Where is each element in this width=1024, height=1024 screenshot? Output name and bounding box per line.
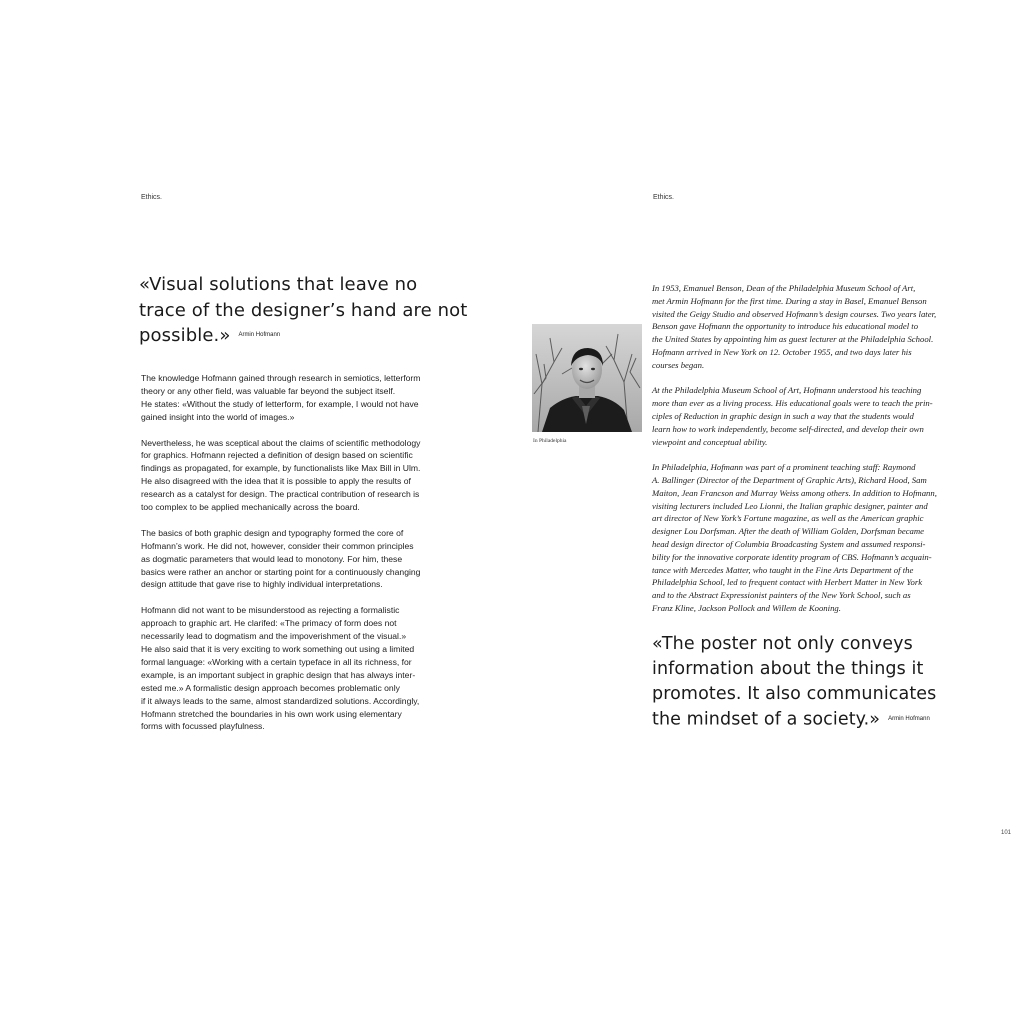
pull-quote-left [139,272,469,349]
paragraph: In Philadelphia, Hofmann was part of a prominent teaching staff: Raymond A. Ballinger (Director of the Department of Graphic Arts), Richard Hood, Sam Maiton, Jean Francson and Murray Weiss among others. In addition to Hofmann, visiting lecturers included Leo Lionni, the Italian graphic designer, painter and art director of New York’s Fortune magazine, as well as the American graphic designer Lou Dorfsman. After the death of William Golden, Dorfsman became head design director of Columbia Broadcasting System and assumed responsi- bility for the innovative corporate identity program of CBS. Hofmann’s acquain- tance with Mercedes Matter, who taught in the Fine Arts Department of the Philadelphia School, led to frequent contact with Herbert Matter in New York and to the Abstract Expressionist painters of the New York School, such as Franz Kline, Jackson Pollock and Willem de Kooning. [652,462,937,613]
right-body-text [652,282,984,628]
pull-quote-right [652,632,972,733]
paragraph: The basics of both graphic design and typography formed the core of Hofmann’s work. He did not, however, consider their common principles as dogmatic parameters that would lead to monotony. For him, these basics were rather an anchor or starting point for a continuously changing design attitude that gave rise to highly individual interpretations. [141,527,421,590]
portrait-photo-graphic [532,324,642,432]
portrait-photo [532,324,642,432]
photo-caption: In Philadelphia [533,438,567,444]
page-number: 101 [1001,830,1012,836]
paragraph: In 1953, Emanuel Benson, Dean of the Philadelphia Museum School of Art, met Armin Hofmann for the first time. During a stay in Basel, Emanuel Benson visited the Geigy Studio and observed Hofmann’s design courses. Two years later, Benson gave Hofmann the opportunity to introduce his educational model to the United States by appointing him as guest lecturer at the Philadelphia School. Hofmann arrived in New York on 12. October 1955, and two days later his courses began. [652,283,937,370]
pull-quote-left-text: «Visual solutions that leave no trace of the designer’s hand are not possible.» [139,274,468,346]
pull-quote-left-attribution: Armin Hofmann [238,332,281,339]
paragraph: Nevertheless, he was sceptical about the claims of scientific methodology for graphics. Hofmann rejected a definition of design based on scientific findings as propagated, for example, by functionalists like Max Bill in Ulm. He also disagreed with the idea that it is possible to apply the results of research as a catalyst for design. The practical contribution of research is too complex to be applied mechanically across the board. [141,437,421,513]
pull-quote-right-text: «The poster not only conveys information about the things it promotes. It also communicates the mindset of a society.» [652,634,937,730]
pull-quote-right-attribution: Armin Hofmann [888,716,930,722]
left-body-text [141,372,471,746]
running-head-right: Ethics. [653,194,675,201]
paragraph: Hofmann did not want to be misunderstood as rejecting a formalistic approach to graphic art. He clarifed: «The primacy of form does not necessarily lead to dogmatism and the impoverishment of the visual.» He also said that it is very exciting to work something out using a limited formal language: «Working with a certain typeface in all its richness, for example, is an important subject in graphic design that has always inter- ested me.» A formalistic design approach becomes problematic only if it always leads to the same, almost standardized solutions. Accordingly, Hofmann stretched the boundaries in his own work using elementary forms with focussed playfulness. [141,605,420,732]
paragraph: At the Philadelphia Museum School of Art, Hofmann understood his teaching more than ever as a living process. His educational goals were to teach the prin- ciples of Reduction in graphic design in such a way that the students would learn how to work independently, become self-directed, and develop their own viewpoint and conceptual ability. [652,385,933,447]
paragraph: The knowledge Hofmann gained through research in semiotics, letterform theory or any other field, was valuable far beyond the subject itself. He states: «Without the study of letterform, for example, I would not have gained insight into the world of images.» [141,373,421,422]
running-head-left: Ethics. [141,194,163,201]
